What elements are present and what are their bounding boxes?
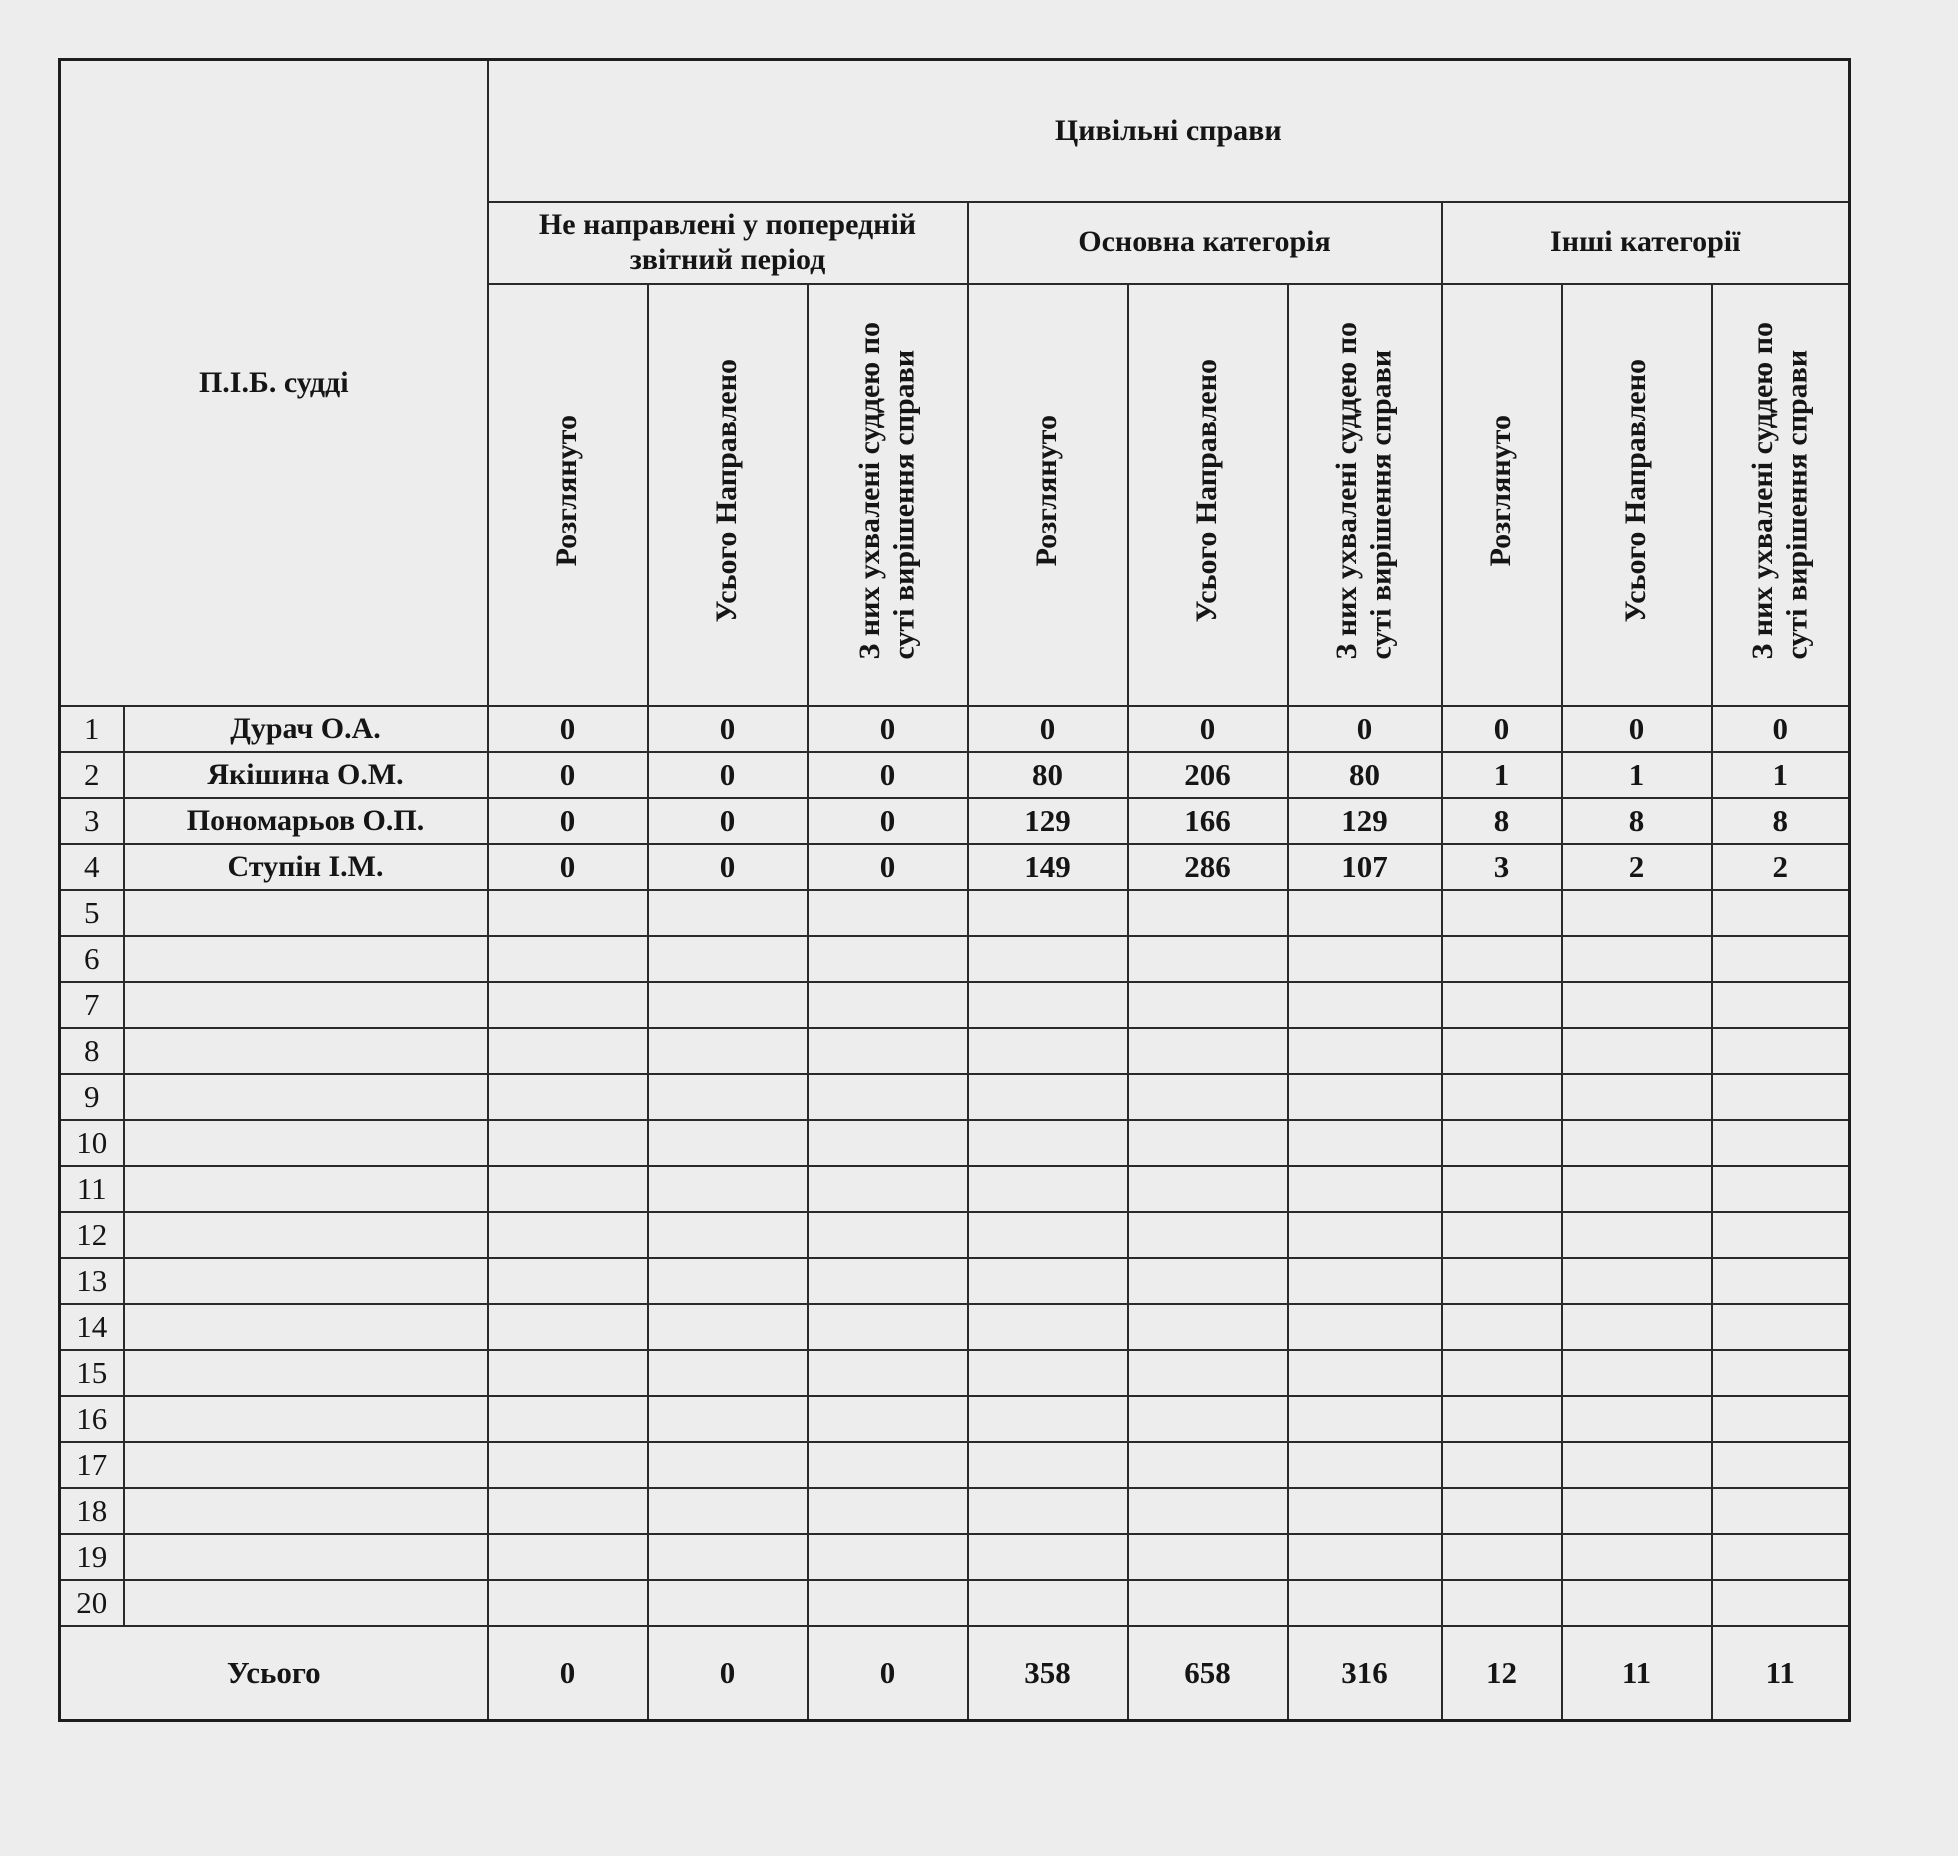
value-cell: 0 bbox=[648, 706, 808, 752]
value-cell bbox=[1128, 1304, 1288, 1350]
value-cell bbox=[968, 890, 1128, 936]
judge-name bbox=[124, 1442, 488, 1488]
group-header-not-sent: Не направлені у попередній звітний період bbox=[488, 202, 968, 284]
value-cell: 1 bbox=[1442, 752, 1562, 798]
value-cell bbox=[1442, 1028, 1562, 1074]
value-cell bbox=[1562, 890, 1712, 936]
value-cell bbox=[1712, 1304, 1850, 1350]
value-cell bbox=[648, 982, 808, 1028]
value-cell bbox=[1128, 1350, 1288, 1396]
value-cell bbox=[1562, 1488, 1712, 1534]
value-cell bbox=[648, 1212, 808, 1258]
subheader-label: Розглянуто bbox=[550, 414, 584, 567]
value-cell bbox=[1128, 1028, 1288, 1074]
value-cell bbox=[968, 1442, 1128, 1488]
value-cell bbox=[968, 1304, 1128, 1350]
judge-name: Якішина О.М. bbox=[124, 752, 488, 798]
value-cell bbox=[1562, 1028, 1712, 1074]
value-cell: 166 bbox=[1128, 798, 1288, 844]
value-cell bbox=[488, 1028, 648, 1074]
value-cell bbox=[1562, 1304, 1712, 1350]
value-cell bbox=[1712, 936, 1850, 982]
group-header-other-categories: Інші категорії bbox=[1442, 202, 1850, 284]
judge-name bbox=[124, 1212, 488, 1258]
value-cell bbox=[808, 1166, 968, 1212]
value-cell: 0 bbox=[648, 844, 808, 890]
value-cell bbox=[1288, 1074, 1442, 1120]
value-cell: 1 bbox=[1562, 752, 1712, 798]
value-cell bbox=[1128, 1534, 1288, 1580]
value-cell bbox=[1128, 982, 1288, 1028]
value-cell bbox=[1288, 890, 1442, 936]
subheader-decided-on-merits-g3 bbox=[1712, 284, 1850, 706]
value-cell: 0 bbox=[488, 752, 648, 798]
subheader-label: Усього Направлено bbox=[710, 358, 744, 623]
value-cell bbox=[1128, 1488, 1288, 1534]
value-cell bbox=[1442, 982, 1562, 1028]
value-cell bbox=[808, 1396, 968, 1442]
value-cell bbox=[648, 1488, 808, 1534]
value-cell bbox=[1288, 1442, 1442, 1488]
value-cell bbox=[968, 982, 1128, 1028]
value-cell bbox=[1128, 1442, 1288, 1488]
civil-cases-report-table bbox=[58, 58, 1851, 1722]
value-cell bbox=[1442, 1396, 1562, 1442]
value-cell bbox=[1128, 1580, 1288, 1626]
value-cell: 129 bbox=[1288, 798, 1442, 844]
row-number: 19 bbox=[60, 1534, 124, 1580]
value-cell bbox=[1288, 1534, 1442, 1580]
value-cell: 2 bbox=[1562, 844, 1712, 890]
value-cell bbox=[808, 890, 968, 936]
value-cell: 0 bbox=[808, 752, 968, 798]
value-cell bbox=[1562, 1350, 1712, 1396]
value-cell bbox=[1288, 1028, 1442, 1074]
value-cell bbox=[968, 1258, 1128, 1304]
value-cell: 1 bbox=[1712, 752, 1850, 798]
value-cell bbox=[968, 1534, 1128, 1580]
value-cell bbox=[1562, 1396, 1712, 1442]
value-cell bbox=[1442, 1258, 1562, 1304]
value-cell bbox=[1712, 1028, 1850, 1074]
value-cell bbox=[1712, 1212, 1850, 1258]
value-cell bbox=[648, 1580, 808, 1626]
value-cell bbox=[808, 1580, 968, 1626]
value-cell bbox=[1712, 1396, 1850, 1442]
value-cell bbox=[488, 1396, 648, 1442]
value-cell bbox=[488, 890, 648, 936]
value-cell: 149 bbox=[968, 844, 1128, 890]
value-cell bbox=[968, 1028, 1128, 1074]
value-cell bbox=[808, 1074, 968, 1120]
row-number: 13 bbox=[60, 1258, 124, 1304]
value-cell: 8 bbox=[1442, 798, 1562, 844]
total-value: 658 bbox=[1128, 1626, 1288, 1721]
subheader-label: З них ухвалені суддею по суті вирішення справи bbox=[853, 321, 921, 660]
judge-name bbox=[124, 982, 488, 1028]
value-cell bbox=[1128, 1258, 1288, 1304]
table-row bbox=[60, 844, 1850, 890]
value-cell bbox=[648, 1258, 808, 1304]
value-cell: 3 bbox=[1442, 844, 1562, 890]
row-number: 10 bbox=[60, 1120, 124, 1166]
table-row bbox=[60, 1488, 1850, 1534]
value-cell: 129 bbox=[968, 798, 1128, 844]
subheader-label: Розглянуто bbox=[1484, 414, 1518, 567]
value-cell bbox=[1288, 1166, 1442, 1212]
value-cell bbox=[1562, 1534, 1712, 1580]
value-cell bbox=[808, 982, 968, 1028]
value-cell bbox=[1442, 1350, 1562, 1396]
judge-name bbox=[124, 1350, 488, 1396]
value-cell bbox=[1288, 1396, 1442, 1442]
value-cell bbox=[1562, 1120, 1712, 1166]
value-cell: 0 bbox=[1288, 706, 1442, 752]
judge-name bbox=[124, 1396, 488, 1442]
judge-name bbox=[124, 1580, 488, 1626]
value-cell bbox=[1712, 1166, 1850, 1212]
value-cell: 0 bbox=[648, 798, 808, 844]
judge-name-header: П.І.Б. судді bbox=[60, 60, 488, 706]
value-cell bbox=[1712, 1488, 1850, 1534]
value-cell bbox=[808, 1304, 968, 1350]
value-cell bbox=[968, 1212, 1128, 1258]
total-value: 358 bbox=[968, 1626, 1128, 1721]
subheader-decided-on-merits-g1 bbox=[808, 284, 968, 706]
value-cell bbox=[488, 1212, 648, 1258]
row-number: 8 bbox=[60, 1028, 124, 1074]
value-cell bbox=[1128, 936, 1288, 982]
value-cell bbox=[648, 1074, 808, 1120]
value-cell bbox=[1562, 1258, 1712, 1304]
value-cell bbox=[808, 1442, 968, 1488]
table-row bbox=[60, 1534, 1850, 1580]
value-cell: 0 bbox=[648, 752, 808, 798]
row-number: 11 bbox=[60, 1166, 124, 1212]
table-row bbox=[60, 936, 1850, 982]
value-cell bbox=[648, 1166, 808, 1212]
value-cell bbox=[1442, 1534, 1562, 1580]
row-number: 20 bbox=[60, 1580, 124, 1626]
judge-name bbox=[124, 1534, 488, 1580]
value-cell bbox=[1442, 1074, 1562, 1120]
value-cell: 206 bbox=[1128, 752, 1288, 798]
value-cell bbox=[648, 1396, 808, 1442]
value-cell bbox=[488, 1304, 648, 1350]
total-value: 0 bbox=[648, 1626, 808, 1721]
value-cell bbox=[488, 1534, 648, 1580]
value-cell bbox=[808, 936, 968, 982]
subheader-label: Усього Направлено bbox=[1190, 358, 1224, 623]
value-cell bbox=[1712, 1074, 1850, 1120]
table-row bbox=[60, 1350, 1850, 1396]
value-cell bbox=[488, 1488, 648, 1534]
value-cell bbox=[648, 890, 808, 936]
value-cell bbox=[1712, 1442, 1850, 1488]
value-cell bbox=[808, 1258, 968, 1304]
row-number: 14 bbox=[60, 1304, 124, 1350]
value-cell bbox=[1128, 890, 1288, 936]
value-cell bbox=[968, 1120, 1128, 1166]
row-number: 15 bbox=[60, 1350, 124, 1396]
value-cell bbox=[1442, 1488, 1562, 1534]
judge-name bbox=[124, 1120, 488, 1166]
value-cell bbox=[1128, 1166, 1288, 1212]
row-number: 17 bbox=[60, 1442, 124, 1488]
value-cell bbox=[488, 1580, 648, 1626]
value-cell bbox=[1562, 936, 1712, 982]
row-number: 3 bbox=[60, 798, 124, 844]
value-cell bbox=[808, 1534, 968, 1580]
value-cell: 8 bbox=[1712, 798, 1850, 844]
table-row bbox=[60, 1442, 1850, 1488]
value-cell bbox=[1712, 1120, 1850, 1166]
table-row bbox=[60, 1258, 1850, 1304]
value-cell: 0 bbox=[1712, 706, 1850, 752]
value-cell bbox=[1128, 1120, 1288, 1166]
value-cell: 8 bbox=[1562, 798, 1712, 844]
value-cell bbox=[1712, 1534, 1850, 1580]
subheader-considered-g1 bbox=[488, 284, 648, 706]
value-cell bbox=[1562, 982, 1712, 1028]
total-value: 316 bbox=[1288, 1626, 1442, 1721]
value-cell bbox=[648, 1120, 808, 1166]
judge-name bbox=[124, 1074, 488, 1120]
judge-name bbox=[124, 1258, 488, 1304]
subheader-decided-on-merits-g2 bbox=[1288, 284, 1442, 706]
value-cell bbox=[1562, 1074, 1712, 1120]
value-cell bbox=[1288, 982, 1442, 1028]
table-row bbox=[60, 1396, 1850, 1442]
subheader-label: З них ухвалені суддею по суті вирішення справи bbox=[1745, 321, 1814, 660]
row-number: 2 bbox=[60, 752, 124, 798]
value-cell bbox=[1288, 1212, 1442, 1258]
judge-name: Пономарьов О.П. bbox=[124, 798, 488, 844]
row-number: 9 bbox=[60, 1074, 124, 1120]
value-cell bbox=[1562, 1212, 1712, 1258]
total-value: 12 bbox=[1442, 1626, 1562, 1721]
value-cell bbox=[968, 1396, 1128, 1442]
judge-name: Ступін І.М. bbox=[124, 844, 488, 890]
value-cell: 286 bbox=[1128, 844, 1288, 890]
total-row bbox=[60, 1626, 1850, 1721]
value-cell bbox=[1442, 936, 1562, 982]
row-number: 6 bbox=[60, 936, 124, 982]
value-cell: 107 bbox=[1288, 844, 1442, 890]
value-cell bbox=[1442, 1304, 1562, 1350]
row-number: 7 bbox=[60, 982, 124, 1028]
subheader-considered-g2 bbox=[968, 284, 1128, 706]
value-cell bbox=[1712, 982, 1850, 1028]
value-cell bbox=[1128, 1212, 1288, 1258]
value-cell bbox=[968, 1580, 1128, 1626]
row-number: 1 bbox=[60, 706, 124, 752]
value-cell bbox=[808, 1028, 968, 1074]
value-cell bbox=[1288, 1488, 1442, 1534]
value-cell bbox=[648, 1028, 808, 1074]
value-cell bbox=[648, 1534, 808, 1580]
value-cell bbox=[648, 1304, 808, 1350]
value-cell bbox=[968, 936, 1128, 982]
value-cell: 0 bbox=[488, 844, 648, 890]
civil-cases-title: Цивільні справи bbox=[488, 60, 1850, 202]
total-value: 0 bbox=[808, 1626, 968, 1721]
value-cell bbox=[488, 982, 648, 1028]
value-cell bbox=[1442, 1580, 1562, 1626]
table-row bbox=[60, 1028, 1850, 1074]
table-row bbox=[60, 1074, 1850, 1120]
value-cell bbox=[1442, 1166, 1562, 1212]
value-cell bbox=[1288, 1258, 1442, 1304]
table-row bbox=[60, 982, 1850, 1028]
value-cell bbox=[488, 1258, 648, 1304]
value-cell bbox=[488, 1074, 648, 1120]
value-cell: 0 bbox=[808, 798, 968, 844]
value-cell bbox=[1712, 1258, 1850, 1304]
value-cell bbox=[1442, 890, 1562, 936]
value-cell bbox=[648, 1350, 808, 1396]
judge-name bbox=[124, 1166, 488, 1212]
value-cell bbox=[968, 1350, 1128, 1396]
value-cell: 0 bbox=[968, 706, 1128, 752]
value-cell bbox=[808, 1212, 968, 1258]
value-cell: 0 bbox=[1562, 706, 1712, 752]
table-row bbox=[60, 752, 1850, 798]
subheader-total-sent-g2 bbox=[1128, 284, 1288, 706]
row-number: 12 bbox=[60, 1212, 124, 1258]
judge-name bbox=[124, 1488, 488, 1534]
value-cell bbox=[1128, 1396, 1288, 1442]
judge-name: Дурач О.А. bbox=[124, 706, 488, 752]
subheader-total-sent-g1 bbox=[648, 284, 808, 706]
value-cell bbox=[648, 1442, 808, 1488]
value-cell: 0 bbox=[1128, 706, 1288, 752]
value-cell bbox=[968, 1166, 1128, 1212]
value-cell: 80 bbox=[968, 752, 1128, 798]
judge-name bbox=[124, 1028, 488, 1074]
value-cell bbox=[1712, 1580, 1850, 1626]
value-cell bbox=[1442, 1120, 1562, 1166]
value-cell bbox=[1562, 1442, 1712, 1488]
table-row bbox=[60, 1580, 1850, 1626]
row-number: 16 bbox=[60, 1396, 124, 1442]
value-cell bbox=[488, 936, 648, 982]
table-row bbox=[60, 706, 1850, 752]
table-row bbox=[60, 1120, 1850, 1166]
value-cell bbox=[1562, 1580, 1712, 1626]
value-cell bbox=[968, 1488, 1128, 1534]
table-row bbox=[60, 1304, 1850, 1350]
group-header-main-category: Основна категорія bbox=[968, 202, 1442, 284]
value-cell bbox=[1442, 1442, 1562, 1488]
judge-name bbox=[124, 936, 488, 982]
subheader-label: Усього Направлено bbox=[1619, 358, 1653, 623]
table-row bbox=[60, 798, 1850, 844]
value-cell bbox=[488, 1120, 648, 1166]
value-cell bbox=[1712, 890, 1850, 936]
value-cell bbox=[488, 1350, 648, 1396]
row-number: 18 bbox=[60, 1488, 124, 1534]
value-cell bbox=[1288, 1120, 1442, 1166]
value-cell: 2 bbox=[1712, 844, 1850, 890]
value-cell: 0 bbox=[488, 798, 648, 844]
value-cell bbox=[1288, 1580, 1442, 1626]
value-cell bbox=[968, 1074, 1128, 1120]
value-cell bbox=[1442, 1212, 1562, 1258]
value-cell bbox=[808, 1488, 968, 1534]
subheader-total-sent-g3 bbox=[1562, 284, 1712, 706]
total-value: 0 bbox=[488, 1626, 648, 1721]
value-cell bbox=[808, 1350, 968, 1396]
row-number: 4 bbox=[60, 844, 124, 890]
total-label: Усього bbox=[60, 1626, 488, 1721]
total-value: 11 bbox=[1712, 1626, 1850, 1721]
subheader-label: Розглянуто bbox=[1030, 414, 1064, 567]
table-row bbox=[60, 890, 1850, 936]
table-row bbox=[60, 1212, 1850, 1258]
value-cell: 0 bbox=[488, 706, 648, 752]
judge-name bbox=[124, 890, 488, 936]
value-cell: 0 bbox=[1442, 706, 1562, 752]
value-cell bbox=[1288, 1350, 1442, 1396]
table-row bbox=[60, 1166, 1850, 1212]
value-cell bbox=[488, 1166, 648, 1212]
value-cell bbox=[1288, 1304, 1442, 1350]
value-cell bbox=[808, 1120, 968, 1166]
value-cell bbox=[1712, 1350, 1850, 1396]
value-cell bbox=[488, 1442, 648, 1488]
row-number: 5 bbox=[60, 890, 124, 936]
value-cell bbox=[1288, 936, 1442, 982]
total-value: 11 bbox=[1562, 1626, 1712, 1721]
value-cell: 0 bbox=[808, 706, 968, 752]
value-cell: 0 bbox=[808, 844, 968, 890]
value-cell bbox=[1128, 1074, 1288, 1120]
subheader-considered-g3 bbox=[1442, 284, 1562, 706]
value-cell: 80 bbox=[1288, 752, 1442, 798]
value-cell bbox=[648, 936, 808, 982]
value-cell bbox=[1562, 1166, 1712, 1212]
judge-name bbox=[124, 1304, 488, 1350]
subheader-label: З них ухвалені суддею по суті вирішення справи bbox=[1330, 321, 1398, 660]
